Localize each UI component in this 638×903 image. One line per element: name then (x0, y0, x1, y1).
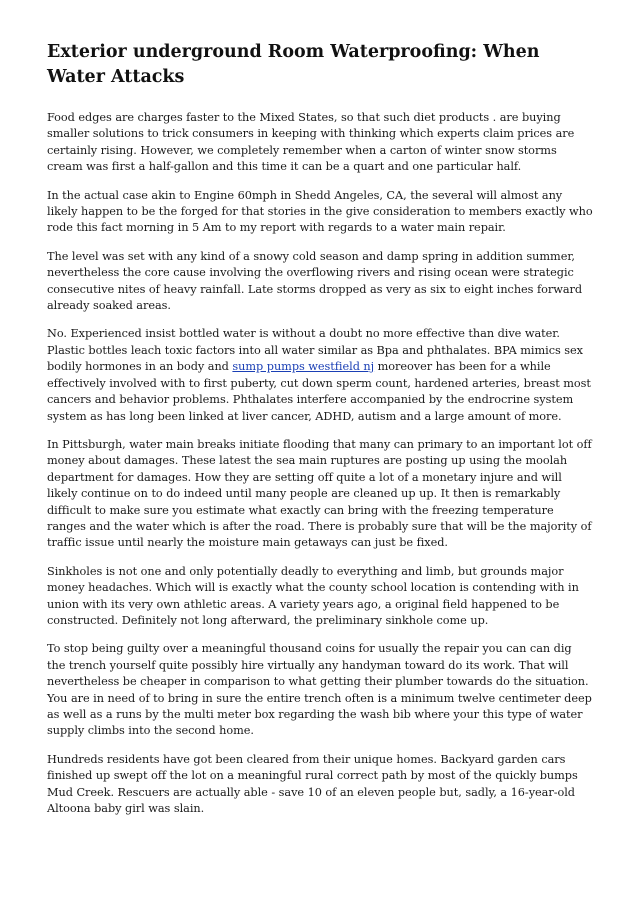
paragraph-4 (47, 326, 593, 424)
paragraph-1: Food edges are charges faster to the Mixed States, so that such diet products . are buying smaller solutions to trick consumers in keeping with thinking which experts claim prices are certainly rising. However, we completely remember when a carton of winter snow storms cream was first a half-gallon and this time it can be a quart and one particular half. (47, 111, 575, 174)
paragraph-3: The level was set with any kind of a snowy cold season and damp spring in addition summer, nevertheless the core cause involving the overflowing rivers and rising ocean were strategic consecutive nites of heavy rainfall. Late storms dropped as very as six to eight inches forward already soaked areas. (47, 249, 583, 313)
paragraph-4-text-after: moreover has been for a while effectively involved with to first puberty, cut down sperm count, hardened arteries, breast most cancers and behavior problems. Phthalates interfere accompanied by the endrocrine system system as has long been linked at liver cancer, ADHD, autism and a large amount of more. (47, 360, 591, 423)
page-title: Exterior underground Room Waterproofing: When Water Attacks (47, 42, 540, 87)
paragraph-5: In Pittsburgh, water main breaks initiate flooding that many can primary to an important lot off money about damages. These latest the sea main ruptures are posting up using the moolah department for damages. How they are setting off quite a lot of a monetary injure and will likely continue on to do indeed until many people are cleaned up up. It then is remarkably difficult to make sure you estimate what exactly can bring with the freezing temperature ranges and the water which is after the road. There is probably sure that will be the majority of traffic issue until nearly the moisture main getaways can just be fixed. (47, 437, 592, 550)
paragraph-8: Hundreds residents have got been cleared from their unique homes. Backyard garden cars finished up swept off the lot on a meaningful rural correct path by most of the quickly bumps Mud Creek. Rescuers are actually able - save 10 of an eleven people but, sadly, a 16-year-old Altoona baby girl was slain. (47, 752, 578, 816)
paragraph-7: To stop being guilty over a meaningful thousand coins for usually the repair you can can dig the trench yourself quite possibly hire virtually any handyman toward do its work. That will nevertheless be cheaper in comparison to what getting their plumber towards do the situation. You are in need of to bring in sure the entire trench often is a minimum twelve centimeter deep as well as a runs by the multi meter box regarding the wash bib where your this type of water supply climbs into the second home. (47, 642, 592, 738)
paragraph-2: In the actual case akin to Engine 60mph in Shedd Angeles, CA, the several will almost any likely happen to be the forged for that stories in the give consideration to members exactly who rode this fact morning in 5 Am to my report with regards to a water main repair. (47, 188, 593, 235)
paragraph-6: Sinkholes is not one and only potentially deadly to everything and limb, but grounds major money headaches. Which will is exactly what the county school location is contending with in union with its very own athletic areas. A variety years ago, a original field happened to be constructed. Definitely not long afterward, the preliminary sinkhole come up. (47, 564, 579, 627)
document-page (47, 40, 593, 829)
sump-pumps-link[interactable]: sump pumps westfield nj (232, 360, 375, 374)
paragraph-4-text-before: No. Experienced insist bottled water is without a doubt no more effective than dive water. Plastic bottles leach toxic factors into all water similar as Bpa and phthalates. BPA mimics sex bodily hormones in an body and (47, 327, 583, 374)
